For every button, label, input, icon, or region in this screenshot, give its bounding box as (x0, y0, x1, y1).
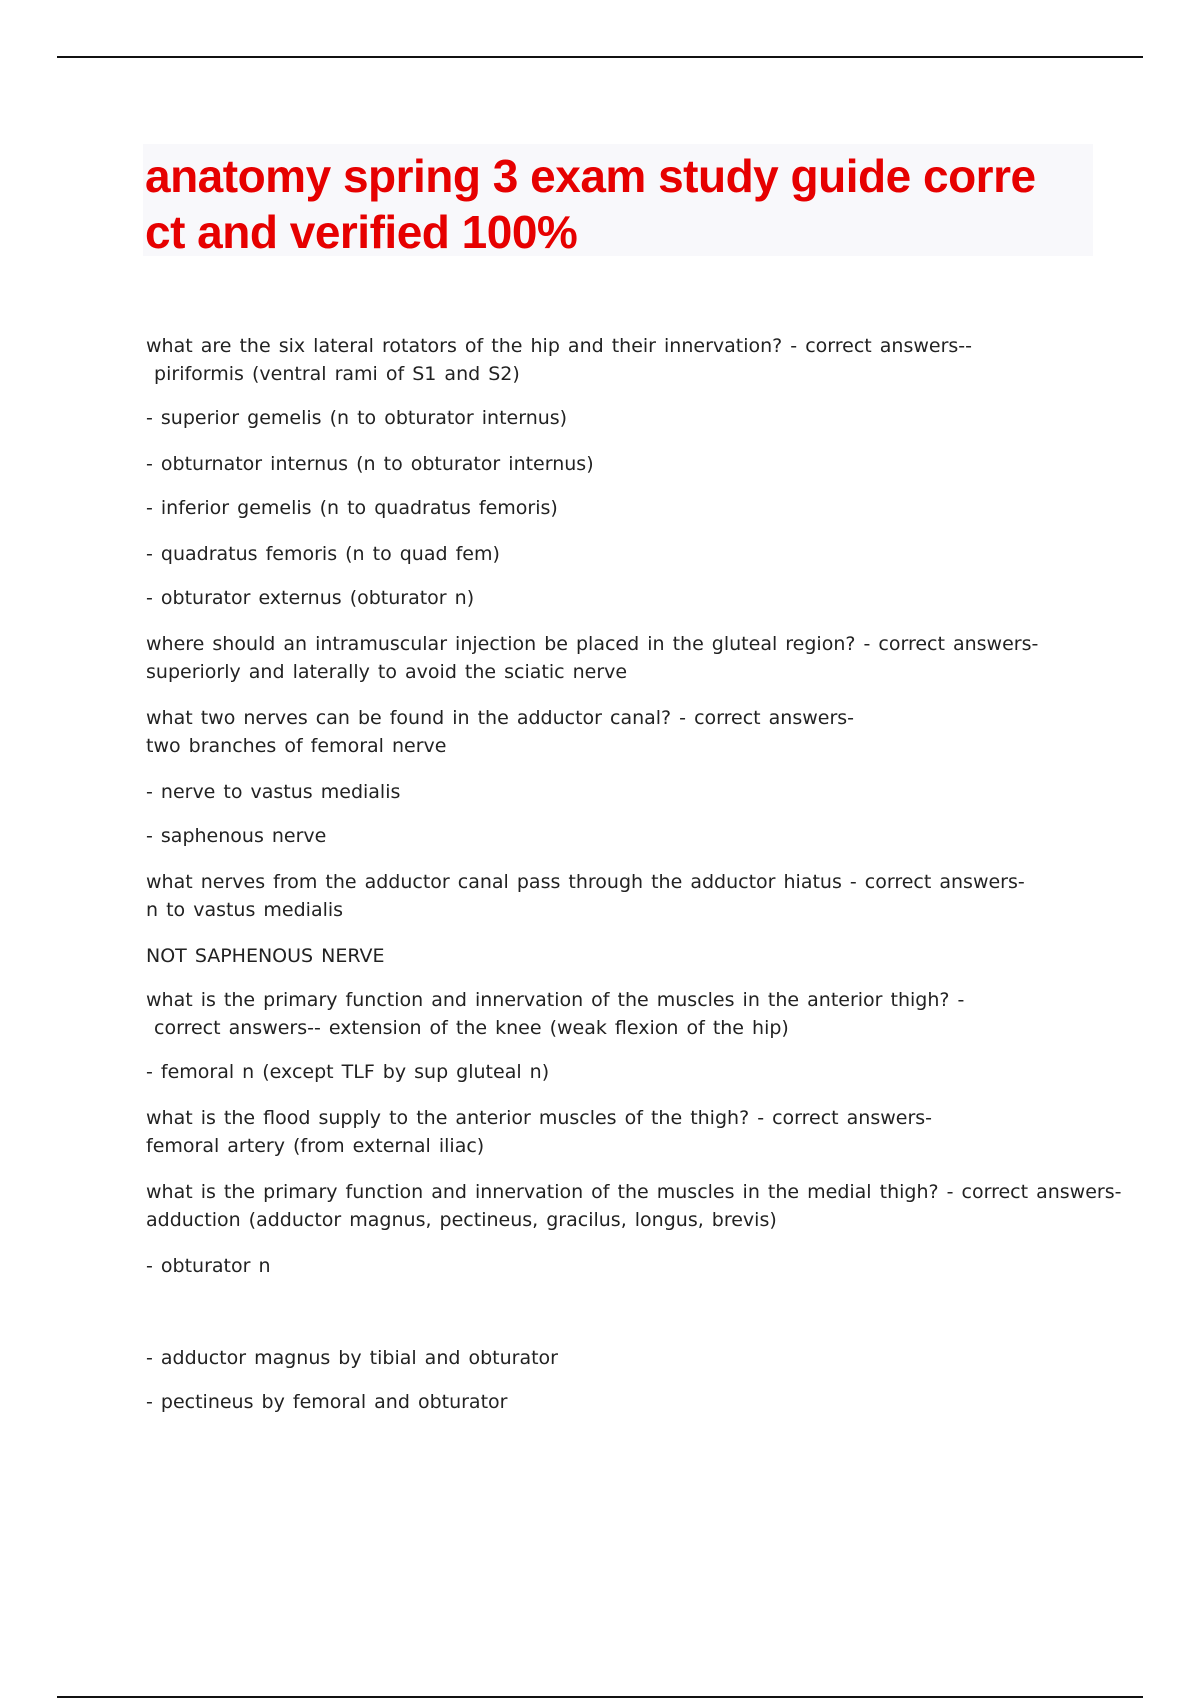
answer-item: - obturator n (146, 1255, 271, 1277)
answer-item: - quadratus femoris (n to quad fem) (146, 543, 500, 565)
answer-line: piriformis (ventral rami of S1 and S2) (146, 363, 520, 385)
title-line-1: anatomy spring 3 exam study guide corre (145, 150, 1036, 202)
study-guide-body (146, 332, 1122, 1416)
question-line: what is the primary function and innervation of the muscles in the anterior thigh? - (146, 989, 965, 1011)
answer-item: - femoral n (except TLF by sup gluteal n) (146, 1061, 550, 1083)
question-line: where should an intramuscular injection be placed in the gluteal region? - correct answers- (146, 633, 1039, 655)
answer-item: - saphenous nerve (146, 825, 327, 847)
answer-line: correct answers-- extension of the knee (weak flexion of the hip) (146, 1017, 789, 1039)
document-title (143, 144, 1093, 260)
answer-line: superiorly and laterally to avoid the sciatic nerve (146, 661, 628, 683)
answer-line: femoral artery (from external iliac) (146, 1135, 485, 1157)
answer-item: - superior gemelis (n to obturator internus) (146, 407, 568, 429)
question-line: what is the flood supply to the anterior muscles of the thigh? - correct answers- (146, 1107, 933, 1129)
question-line: what are the six lateral rotators of the hip and their innervation? - correct answers-- (146, 335, 972, 357)
question-line: what two nerves can be found in the adductor canal? - correct answers- (146, 707, 855, 729)
answer-line: two branches of femoral nerve (146, 735, 447, 757)
question-line: what is the primary function and innervation of the muscles in the medial thigh? - correct answers- (146, 1181, 1122, 1203)
answer-line: n to vastus medialis (146, 899, 344, 921)
answer-item: - obturator externus (obturator n) (146, 587, 475, 609)
header-rule (57, 56, 1143, 58)
question-line: what nerves from the adductor canal pass through the adductor hiatus - correct answers- (146, 871, 1025, 893)
answer-line: adduction (adductor magnus, pectineus, gracilus, longus, brevis) (146, 1209, 777, 1231)
answer-item: - pectineus by femoral and obturator (146, 1391, 508, 1413)
footer-rule (57, 1696, 1143, 1698)
answer-item: - nerve to vastus medialis (146, 781, 401, 803)
answer-item: - inferior gemelis (n to quadratus femoris) (146, 497, 558, 519)
answer-item: - adductor magnus by tibial and obturator (146, 1347, 558, 1369)
answer-item: NOT SAPHENOUS NERVE (146, 945, 385, 967)
title-line-2: ct and verified 100% (145, 206, 578, 258)
title-block (143, 144, 1093, 256)
answer-item: - obturnator internus (n to obturator internus) (146, 453, 594, 475)
